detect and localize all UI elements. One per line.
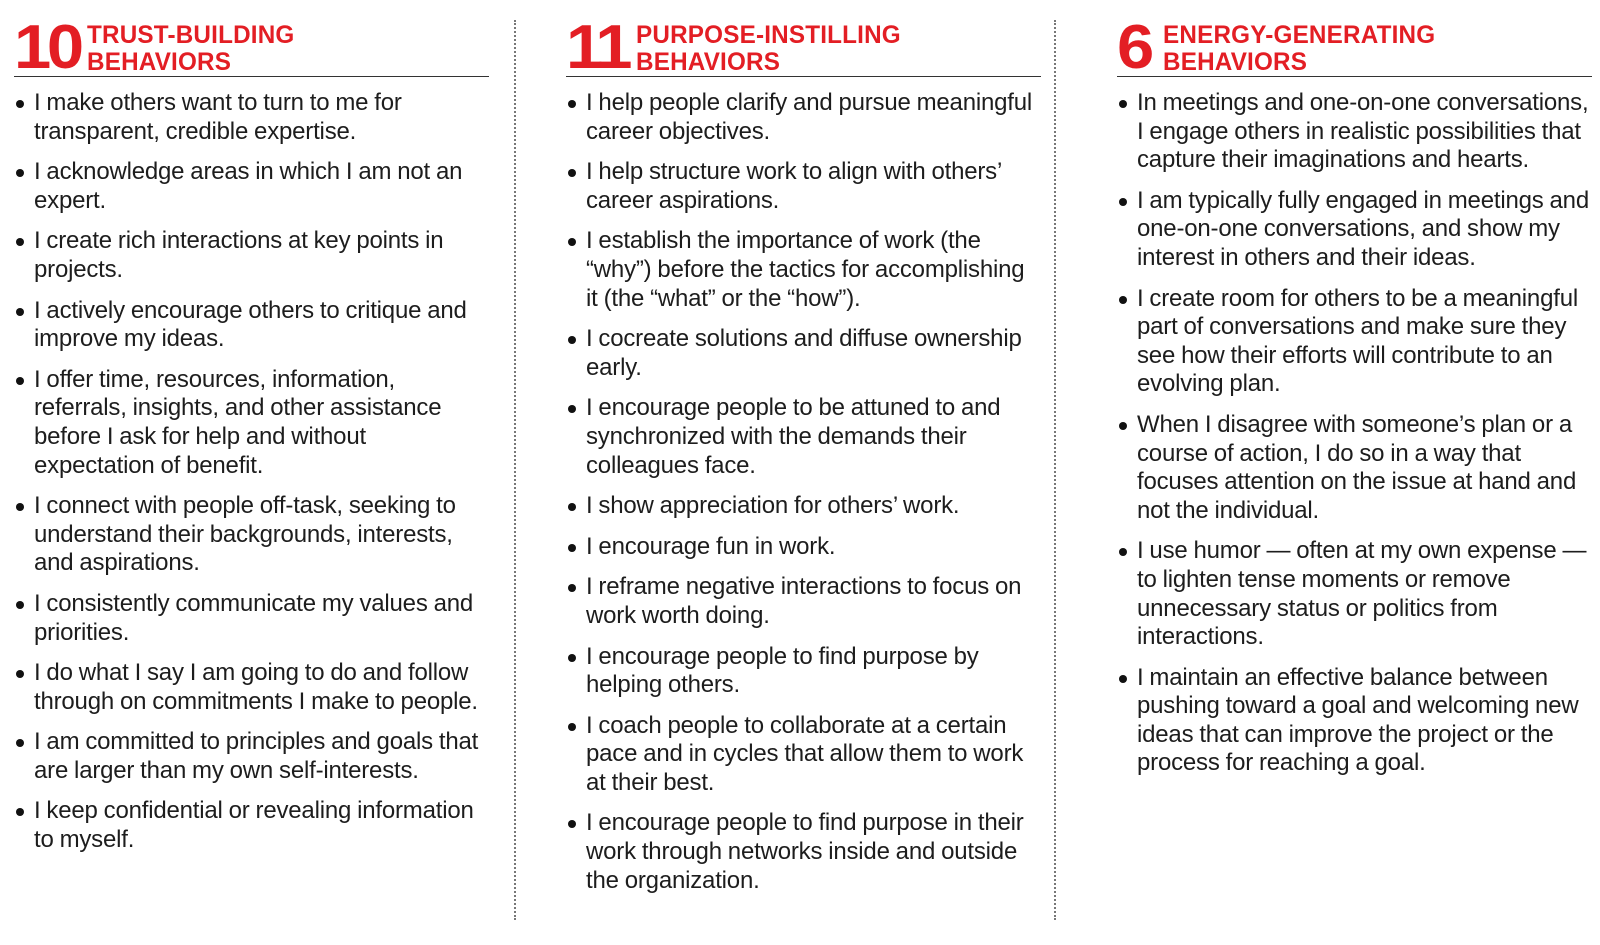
list-item: I reframe negative interactions to focus on work worth doing. bbox=[566, 573, 1041, 630]
list-item: I make others want to turn to me for transparent, credible expertise. bbox=[14, 89, 489, 146]
column-divider bbox=[514, 20, 516, 920]
list-item: I keep confidential or revealing information to myself. bbox=[14, 797, 489, 854]
list-item: I do what I say I am going to do and follow through on commitments I make to people. bbox=[14, 659, 489, 716]
behavior-count: 11 bbox=[566, 13, 629, 82]
behavior-count: 10 bbox=[14, 13, 80, 82]
list-item: I offer time, resources, information, referrals, insights, and other assistance before I ask for help and without expectation of benefit. bbox=[14, 366, 489, 480]
list-item: I help people clarify and pursue meaningful career objectives. bbox=[566, 89, 1041, 146]
behavior-list bbox=[1117, 89, 1592, 778]
list-item: I consistently communicate my values and priorities. bbox=[14, 590, 489, 647]
trust-building-column bbox=[14, 13, 489, 935]
list-item: I cocreate solutions and diffuse ownership early. bbox=[566, 325, 1041, 382]
list-item: I create room for others to be a meaningful part of conversations and make sure they see how their efforts will contribute to an evolving plan. bbox=[1117, 285, 1592, 399]
list-item: I encourage fun in work. bbox=[566, 533, 1041, 562]
list-item: I maintain an effective balance between pushing toward a goal and welcoming new ideas that can improve the project or the process for reaching a goal. bbox=[1117, 664, 1592, 778]
energy-generating-column bbox=[1117, 13, 1592, 935]
list-item: I use humor — often at my own expense — to lighten tense moments or remove unnecessary status or politics from interactions. bbox=[1117, 537, 1592, 651]
list-item: I acknowledge areas in which I am not an expert. bbox=[14, 158, 489, 215]
behavior-count: 6 bbox=[1117, 13, 1150, 82]
column-divider bbox=[1054, 20, 1056, 920]
list-item: I create rich interactions at key points in projects. bbox=[14, 227, 489, 284]
list-item: I show appreciation for others’ work. bbox=[566, 492, 1041, 521]
list-item: In meetings and one-on-one conversations, I engage others in realistic possibilities that capture their imaginations and hearts. bbox=[1117, 89, 1592, 175]
column-header bbox=[566, 13, 1041, 82]
list-item: I coach people to collaborate at a certain pace and in cycles that allow them to work at their best. bbox=[566, 712, 1041, 798]
column-title: ENERGY-GENERATING BEHAVIORS bbox=[1163, 21, 1436, 76]
list-item: I encourage people to be attuned to and synchronized with the demands their colleagues face. bbox=[566, 394, 1041, 480]
column-header bbox=[14, 13, 489, 82]
behavior-list bbox=[566, 89, 1041, 895]
list-item: I encourage people to find purpose by helping others. bbox=[566, 643, 1041, 700]
list-item: I am committed to principles and goals that are larger than my own self-interests. bbox=[14, 728, 489, 785]
list-item: I am typically fully engaged in meetings and one-on-one conversations, and show my interest in others and their ideas. bbox=[1117, 187, 1592, 273]
list-item: I help structure work to align with others’ career aspirations. bbox=[566, 158, 1041, 215]
list-item: I actively encourage others to critique and improve my ideas. bbox=[14, 297, 489, 354]
behavior-list bbox=[14, 89, 489, 855]
column-header bbox=[1117, 13, 1592, 82]
list-item: I establish the importance of work (the “why”) before the tactics for accomplishing it (the “what” or the “how”). bbox=[566, 227, 1041, 313]
purpose-instilling-column bbox=[566, 13, 1041, 935]
list-item: I connect with people off-task, seeking to understand their backgrounds, interests, and aspirations. bbox=[14, 492, 489, 578]
column-title: PURPOSE-INSTILLING BEHAVIORS bbox=[635, 21, 901, 76]
list-item: I encourage people to find purpose in their work through networks inside and outside the organization. bbox=[566, 809, 1041, 895]
list-item: When I disagree with someone’s plan or a course of action, I do so in a way that focuses attention on the issue at hand and not the individual. bbox=[1117, 411, 1592, 525]
column-title: TRUST-BUILDING BEHAVIORS bbox=[86, 21, 295, 76]
